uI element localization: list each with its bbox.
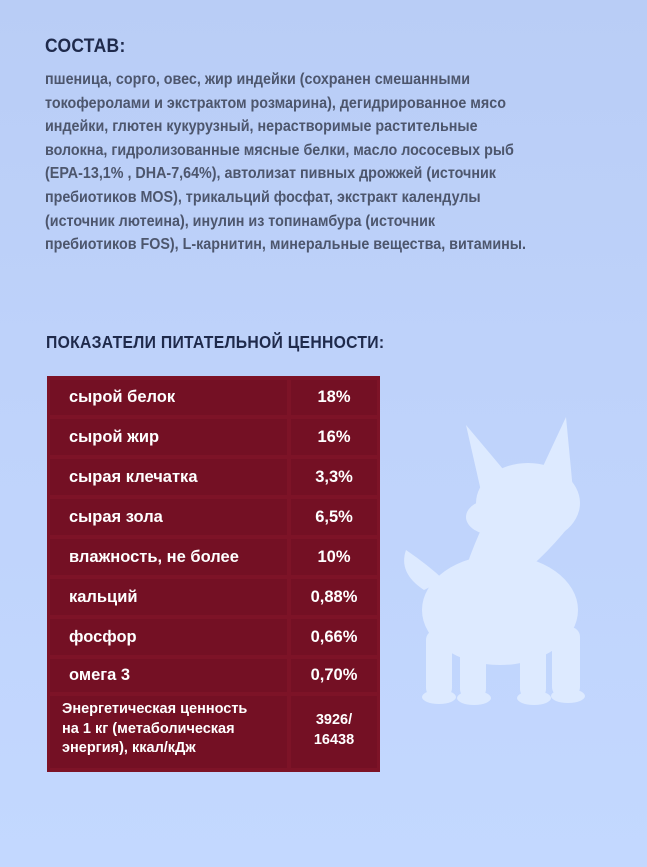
- nutrient-name: влажность, не более: [50, 539, 287, 575]
- nutrition-table: [47, 376, 380, 772]
- nutrient-name: сырая клечатка: [50, 459, 287, 495]
- composition-line: волокна, гидролизованные мясные белки, масло лососевых рыб: [45, 141, 514, 159]
- composition-line: индейки, глютен кукурузный, нерастворимые растительные: [45, 118, 478, 136]
- nutrient-value: 3,3%: [291, 459, 377, 495]
- nutrient-value: 3926/ 16438: [291, 696, 377, 768]
- table-row: [50, 619, 377, 655]
- composition-text: [45, 68, 603, 257]
- nutrition-title: ПОКАЗАТЕЛИ ПИТАТЕЛЬНОЙ ЦЕННОСТИ:: [46, 332, 385, 352]
- table-row: [50, 459, 377, 495]
- composition-title: СОСТАВ:: [45, 36, 126, 57]
- composition-line: (источник лютеина), инулин из топинамбура (источник: [45, 212, 436, 230]
- nutrient-name: омега 3: [50, 659, 287, 692]
- nutrient-name: сырой жир: [50, 419, 287, 455]
- table-row: [50, 659, 377, 692]
- nutrient-value: 0,70%: [291, 659, 377, 692]
- table-row: [50, 579, 377, 615]
- composition-line: токоферолами и экстрактом розмарина), дегидрированное мясо: [45, 94, 506, 112]
- nutrient-value: 10%: [291, 539, 377, 575]
- composition-line: пшеница, сорго, овес, жир индейки (сохранен смешанными: [45, 71, 471, 88]
- nutrient-name: Энергетическая ценность на 1 кг (метаболическая энергия), ккал/кДж: [50, 696, 287, 768]
- nutrient-name: сырой белок: [50, 380, 287, 415]
- composition-line: пребиотиков MOS), трикальций фосфат, экстракт календулы: [45, 188, 481, 206]
- nutrient-value: 0,66%: [291, 619, 377, 655]
- nutrient-value: 18%: [291, 380, 377, 415]
- composition-line: (EPA-13,1% , DHA-7,64%), автолизат пивных дрожжей (источник: [45, 165, 496, 183]
- nutrient-value: 6,5%: [291, 499, 377, 535]
- nutrient-value: 0,88%: [291, 579, 377, 615]
- table-row: [50, 419, 377, 455]
- composition-line: пребиотиков FOS), L-карнитин, минеральные вещества, витамины.: [45, 236, 526, 254]
- dog-silhouette-icon: [388, 405, 598, 705]
- table-row: [50, 539, 377, 575]
- nutrient-name: сырая зола: [50, 499, 287, 535]
- nutrient-value: 16%: [291, 419, 377, 455]
- nutrient-name: кальций: [50, 579, 287, 615]
- nutrient-name: фосфор: [50, 619, 287, 655]
- table-row: [50, 696, 377, 768]
- table-row: [50, 499, 377, 535]
- table-row: [50, 380, 377, 415]
